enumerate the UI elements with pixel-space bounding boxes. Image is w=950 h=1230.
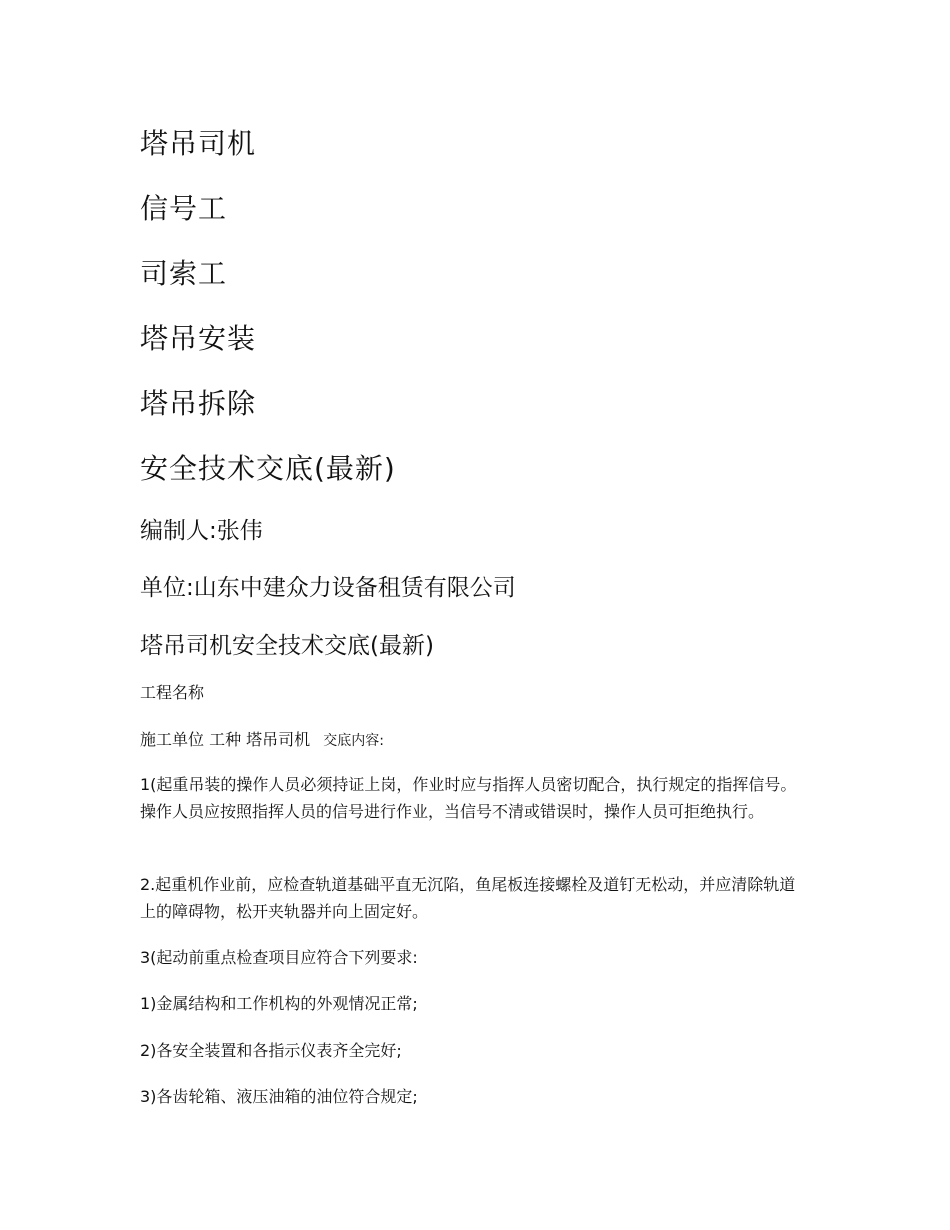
project-name-label: 工程名称 [140,683,205,702]
title-signalman: 信号工 [140,192,228,225]
form-line-content-label: 交底内容: [323,733,384,749]
title-safety-briefing: 安全技术交底(最新) [140,452,396,485]
title-rigger: 司索工 [140,257,228,290]
form-line-fields: 施工单位 工种 塔吊司机 [140,730,311,749]
form-line [140,727,384,750]
title-tower-crane-driver: 塔吊司机 [140,127,257,160]
paragraph-2: 2.起重机作业前，应检查轨道基础平直无沉陷，鱼尾板连接螺栓及道钉无松动，并应清除轨道上的障碍物，松开夹轨器并向上固定好。 [140,875,796,921]
unit-line: 单位:山东中建众力设备租赁有限公司 [140,575,516,601]
list-item-1: 1)金属结构和工作机构的外观情况正常; [140,994,418,1013]
list-item-3: 3)各齿轮箱、液压油箱的油位符合规定; [140,1087,418,1106]
title-crane-dismantling: 塔吊拆除 [140,387,257,420]
author-line: 编制人:张伟 [140,518,263,544]
paragraph-3: 3(起动前重点检查项目应符合下列要求: [140,948,418,967]
list-item-2: 2)各安全装置和各指示仪表齐全完好; [140,1041,402,1060]
title-crane-installation: 塔吊安装 [140,322,257,355]
paragraph-1: 1(起重吊装的操作人员必须持证上岗，作业时应与指挥人员密切配合，执行规定的指挥信号。操作人员应按照指挥人员的信号进行作业，当信号不清或错误时，操作人员可拒绝执行。 [140,775,797,821]
subtitle: 塔吊司机安全技术交底(最新) [140,633,434,659]
